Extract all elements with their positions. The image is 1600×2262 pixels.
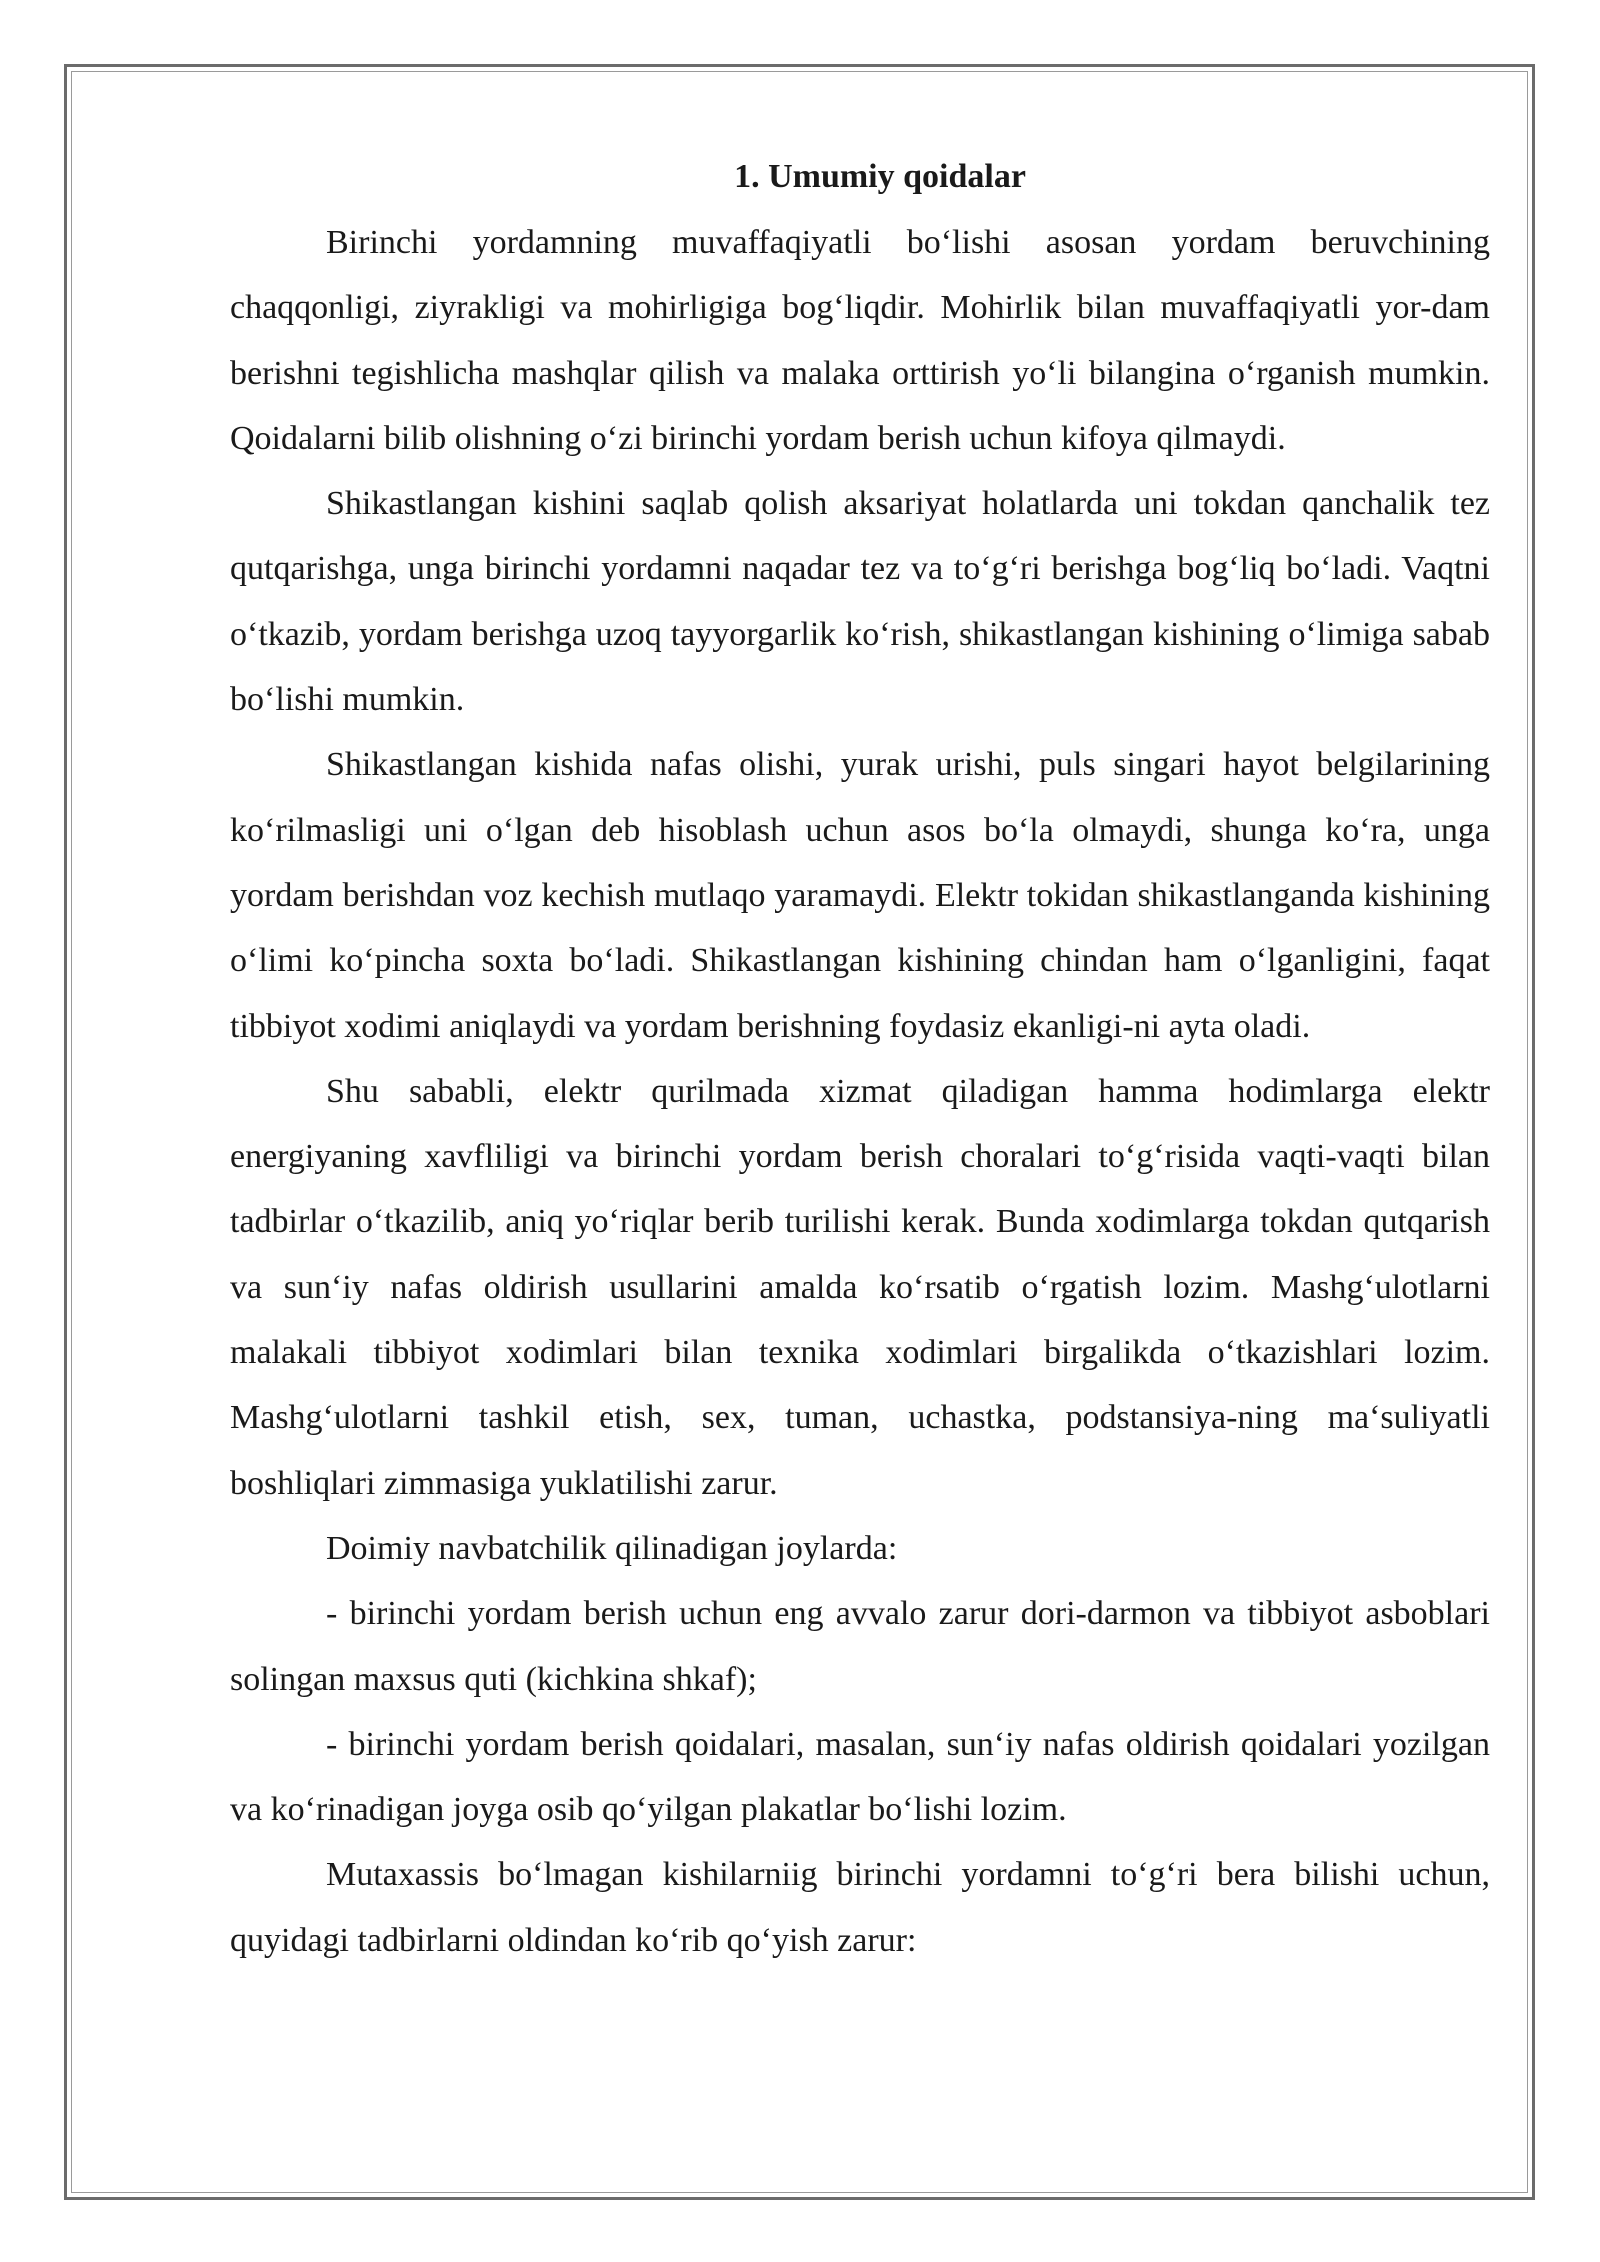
- paragraph-training: Shu sababli, elektr qurilmada xizmat qiladigan hamma hodimlarga elektr energiyaning xavfliligi va birinchi yordam berish choralari to‘g‘risida vaqti-vaqti bilan tadbirlar o‘tkazilib, aniq yo‘riqlar berib turilishi kerak. Bunda xodimlarga tokdan qutqarish va sun‘iy nafas oldirish usullarini amalda ko‘rsatib o‘rgatish lozim. Mashg‘ulotlarni malakali tibbiyot xodimlari bilan texnika xodimlari birgalikda o‘tkazishlari lozim. Mashg‘ulotlarni tashkil etish, sex, tuman, uchastka, podstansiya-ning ma‘suliyatli boshliqlari zimmasiga yuklatilishi zarur.: [230, 1072, 1490, 1502]
- paragraph-rescue-speed: Shikastlangan kishini saqlab qolish aksariyat holatlarda uni tokdan qanchalik tez qutqarishga, unga birinchi yordamni naqadar tez va to‘g‘ri berishga bog‘liq bo‘ladi. Vaqtni o‘tkazib, yordam berishga uzoq tayyorgarlik ko‘rish, shikastlangan kishining o‘limiga sabab bo‘lishi mumkin.: [230, 485, 1490, 719]
- paragraph-signs-of-life: Shikastlangan kishida nafas olishi, yurak urishi, puls singari hayot belgilarining ko‘rilmasligi uni o‘lgan deb hisoblash uchun asos bo‘la olmaydi, shunga ko‘ra, unga yordam berishdan voz kechish mutlaqo yaramaydi. Elektr tokidan shikastlanganda kishining o‘limi ko‘pincha soxta bo‘ladi. Shikastlangan kishining chindan ham o‘lganligini, faqat tibbiyot xodimi aniqlaydi va yordam berishning foydasiz ekanligi-ni ayta oladi.: [230, 746, 1490, 1045]
- section-title: 1. Umumiy qoidalar: [734, 158, 1026, 195]
- document-body: [230, 148, 1490, 1973]
- paragraph-intro: Birinchi yordamning muvaffaqiyatli bo‘lishi asosan yordam beruvchining chaqqonligi, ziyrakligi va mohirligiga bog‘liqdir. Mohirlik bilan muvaffaqiyatli yor-dam berishni tegishlicha mashqlar qilish va malaka orttirish yo‘li bilangina o‘rganish mumkin. Qoidalarni bilib olishning o‘zi birinchi yordam berish uchun kifoya qilmaydi.: [230, 224, 1490, 457]
- list-item-posters: - birinchi yordam berish qoidalari, masalan, sun‘iy nafas oldirish qoidalari yozilgan va ko‘rinadigan joyga osib qo‘yilgan plakatlar bo‘lishi lozim.: [230, 1725, 1490, 1829]
- paragraph-duty-places: Doimiy navbatchilik qilinadigan joylarda:: [326, 1529, 898, 1567]
- paragraph-non-specialists: Mutaxassis bo‘lmagan kishilarniig birinchi yordamni to‘g‘ri bera bilishi uchun, quyidagi tadbirlarni oldindan ko‘rib qo‘yish zarur:: [230, 1856, 1490, 1959]
- list-item-first-aid-kit: - birinchi yordam berish uchun eng avvalo zarur dori-darmon va tibbiyot asboblari solingan maxsus quti (kichkina shkaf);: [230, 1595, 1490, 1698]
